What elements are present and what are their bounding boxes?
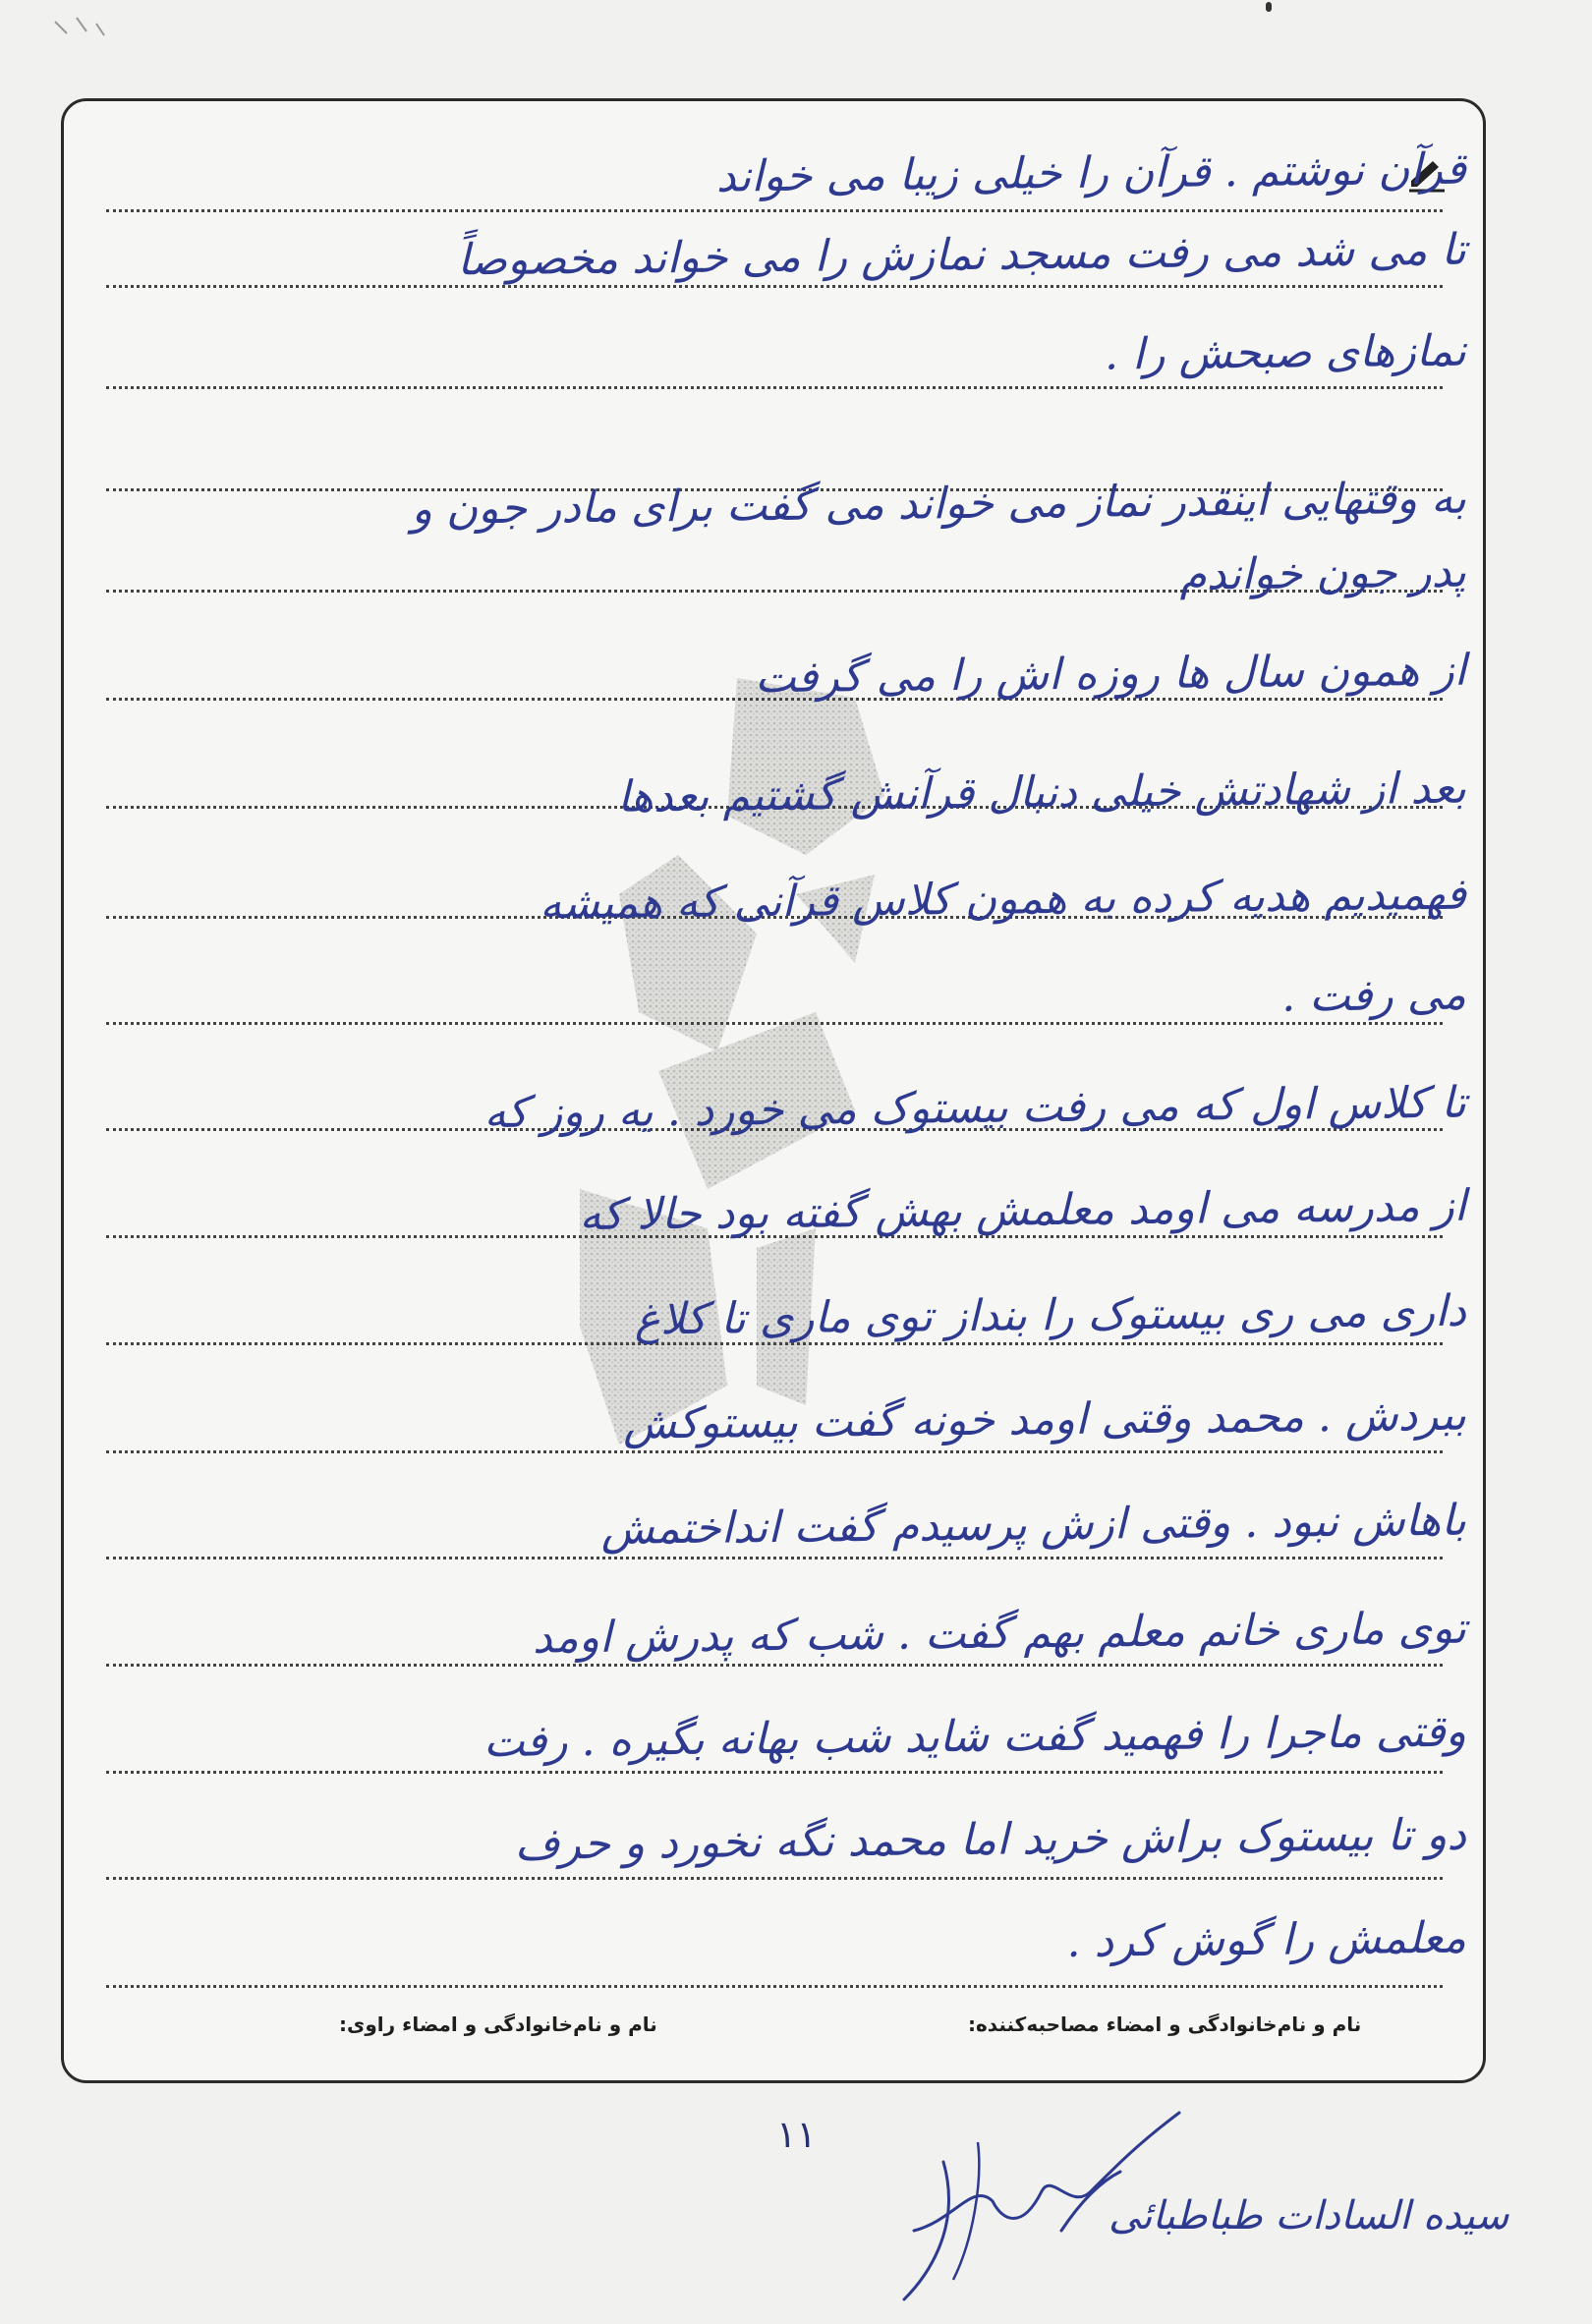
handwritten-line: می رفت . xyxy=(1281,969,1467,1022)
handwritten-line: بعد از شهادتش خیلی دنبال قرآنش گشتیم بعدها xyxy=(616,763,1467,822)
handwritten-line: دو تا بیستوک براش خرید اما محمد نگه نخورد و حرف xyxy=(514,1809,1467,1870)
ruled-line xyxy=(106,1877,1443,1880)
handwritten-line: داری می ری بیستوک را بنداز توی ماری تا کلاغ xyxy=(634,1285,1467,1345)
handwritten-line: پدر جون خواندم xyxy=(1179,546,1467,600)
handwritten-line: تا کلاس اول که می رفت بیستوک می خورد . یه روز که xyxy=(483,1077,1467,1139)
handwritten-line: ببردش . محمد وقتی اومد خونه گفت بیستوکش xyxy=(622,1389,1467,1449)
interviewer-signature-name: سیده السادات طباطبائی xyxy=(1109,2193,1509,2239)
handwritten-line: توی ماری خانم معلم بهم گفت . شب که پدرش اومد xyxy=(532,1603,1467,1664)
handwritten-line: به وقتهایی اینقدر نماز می خواند می گفت برای مادر جون و xyxy=(411,473,1467,535)
scan-mark xyxy=(47,10,116,49)
handwritten-line: فهمیدیم هدیه کرده به همون کلاس قرآنی که همیشه xyxy=(540,869,1467,930)
ruled-line xyxy=(106,1985,1443,1988)
handwritten-line: وقتی ماجرا را فهمید گفت شاید شب بهانه بگیره . رفت xyxy=(483,1706,1467,1768)
handwritten-line: قرآن نوشتم . قرآن را خیلی زیبا می خواند xyxy=(715,143,1467,202)
interviewer-signature-label: نام و نام‌خانوادگی و امضاء مصاحبه‌کننده: xyxy=(968,2012,1362,2036)
page-number: ١١ xyxy=(776,2113,817,2156)
handwritten-line: از مدرسه می اومد معلمش بهش گفته بود حالا که xyxy=(579,1180,1467,1241)
handwritten-line: باهاش نبود . وقتی ازش پرسیدم گفت انداختمش xyxy=(600,1495,1467,1555)
handwritten-line: معلمش را گوش کرد . xyxy=(1066,1912,1467,1967)
handwritten-line: از همون سال ها روزه اش را می گرفت xyxy=(754,645,1467,704)
handwritten-line: نمازهای صبحش را . xyxy=(1104,325,1467,380)
narrator-signature-label: نام و نام‌خانوادگی و امضاء راوی: xyxy=(339,2012,657,2036)
ink-dot xyxy=(1266,2,1272,12)
handwritten-line: تا می شد می رفت مسجد نمازش را می خواند مخصوصاً xyxy=(457,224,1467,286)
